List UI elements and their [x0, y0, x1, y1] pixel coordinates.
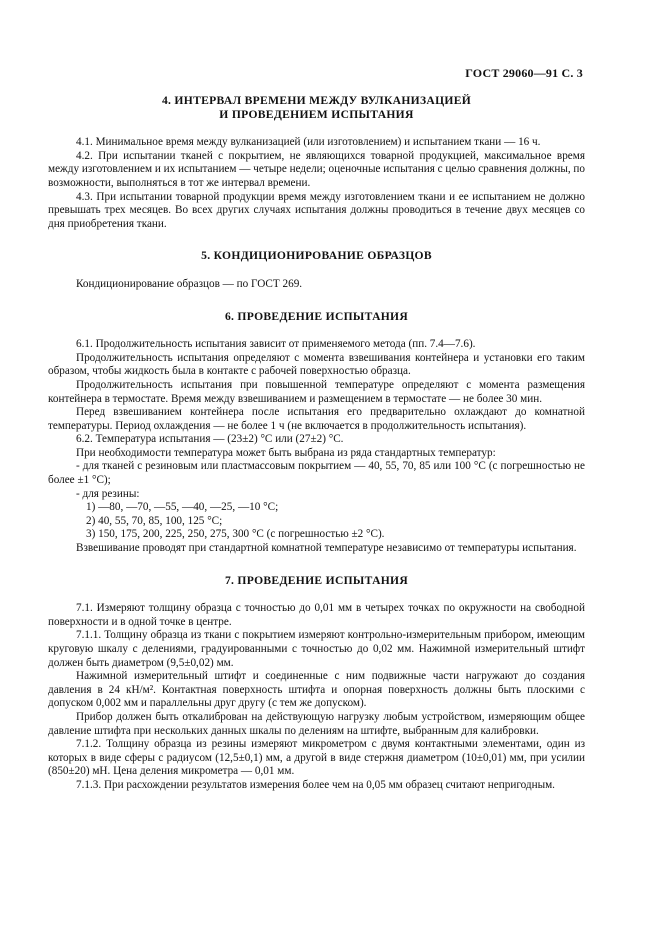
paragraph-6-1: 6.1. Продолжительность испытания зависит от применяемого метода (пп. 7.4—7.6). — [76, 338, 476, 351]
page-content — [48, 94, 585, 793]
paragraph-6-1-b: Продолжительность испытания при повышенной температуре определяют с момента размещения контейнера в термостате. Время между взвешиванием и размещением в термостате — не более 30 мин. — [48, 378, 585, 405]
paragraph-6-2-fabrics: - для тканей с резиновым или пластмассовым покрытием — 40, 55, 70, 85 или 100 °С (с погрешностью не более ±1 °С); — [48, 460, 585, 487]
paragraph-5-1: Кондиционирование образцов — по ГОСТ 269. — [76, 277, 303, 290]
paragraph-7-1-1-b: Прибор должен быть откалиброван на действующую нагрузку любым устройством, измеряющим общее давление штифта при нескольких данных шкалы по делениям на штифте, выбранным для калибровки. — [48, 710, 585, 737]
paragraph-4-3: 4.3. При испытании товарной продукции время между изготовлением ткани и ее испытанием не должно превышать трех месяцев. Во всех других случаях испытания должны проводиться в течение двух месяцев со дня приобретения ткани. — [48, 190, 585, 230]
paragraph-4-2: 4.2. При испытании тканей с покрытием, не являющихся товарной продукцией, максимальное время между изготовлением и их испытанием — четыре недели; оценочные испытания с целью сравнения должны, по возможности, выполняться в тот же интервал времени. — [48, 149, 586, 189]
list-item-3: 3) 150, 175, 200, 225, 250, 275, 300 °С (с погрешностью ±2 °С). — [86, 528, 385, 541]
list-item-2: 2) 40, 55, 70, 85, 100, 125 °С; — [86, 514, 223, 527]
section-6-title: 6. ПРОВЕДЕНИЕ ИСПЫТАНИЯ — [224, 309, 409, 323]
paragraph-7-1: 7.1. Измеряют толщину образца с точностью до 0,01 мм в четырех точках по окружности на свободной поверхности и в одной точке в центре. — [48, 602, 585, 628]
paragraph-7-1-1: 7.1.1. Толщину образца из ткани с покрытием измеряют контрольно-измерительным прибором, имеющим круговую шкалу с делениями, градуированными с точностью до 0,02 мм. Нажимной измерительный штифт должен быть диаметром (9,5±0,02) мм. — [48, 629, 585, 669]
list-item-1: 1) —80, —70, —55, —40, —25, —10 °С; — [86, 501, 279, 514]
paragraph-7-1-1-a: Нажимной измерительный штифт и соединенные с ним подвижные части нагружают до создания давления в 24 кН/м². Контактная поверхность штифта и опорная поверхность должны быть плоскими с допуском 0,002 мм и параллельны друг другу (с тем же допуском). — [48, 670, 585, 710]
paragraph-6-1-a: Продолжительность испытания определяют с момента взвешивания контейнера и установки его таким образом, чтобы жидкость была в контакте с рабочей поверхностью образца. — [48, 351, 585, 378]
paragraph-6-2-rubber: - для резины: — [76, 487, 140, 500]
paragraph-7-1-2: 7.1.2. Толщину образца из резины измеряют микрометром с двумя контактными элементами, один из которых в виде сферы с радиусом (12,5±0,1) мм, а другой в виде стержня диаметром (10±0,01) мм, при усилии (850±20) мН. Цена деления микрометра — 0,01 мм. — [48, 738, 585, 778]
paragraph-6-1-c: Перед взвешиванием контейнера после испытания его предварительно охлаждают до комнатной температуры. Период охлаждения — не более 1 ч (не включается в продолжительность испытания). — [48, 406, 585, 432]
paragraph-6-2: 6.2. Температура испытания — (23±2) °С или (27±2) °С. — [76, 433, 344, 446]
paragraph-6-2-weighing: Взвешивание проводят при стандартной комнатной температуре независимо от температуры испытания. — [76, 542, 577, 555]
paragraph-4-1: 4.1. Минимальное время между вулканизацией (или изготовлением) и испытанием ткани — 16 ч. — [76, 136, 541, 149]
section-4-title-line1: 4. ИНТЕРВАЛ ВРЕМЕНИ МЕЖДУ ВУЛКАНИЗАЦИЕЙ — [161, 94, 472, 107]
section-5-title: 5. КОНДИЦИОНИРОВАНИЕ ОБРАЗЦОВ — [201, 249, 432, 263]
section-7-title: 7. ПРОВЕДЕНИЕ ИСПЫТАНИЯ — [224, 573, 409, 587]
section-4-title-line2: И ПРОВЕДЕНИЕМ ИСПЫТАНИЯ — [219, 107, 414, 121]
paragraph-6-2-a: При необходимости температура может быть выбрана из ряда стандартных температур: — [76, 446, 496, 459]
paragraph-7-1-3: 7.1.3. При расхождении результатов измерения более чем на 0,05 мм образец считают непригодным. — [76, 778, 555, 791]
page-header-code: ГОСТ 29060—91 С. 3 — [465, 66, 583, 80]
